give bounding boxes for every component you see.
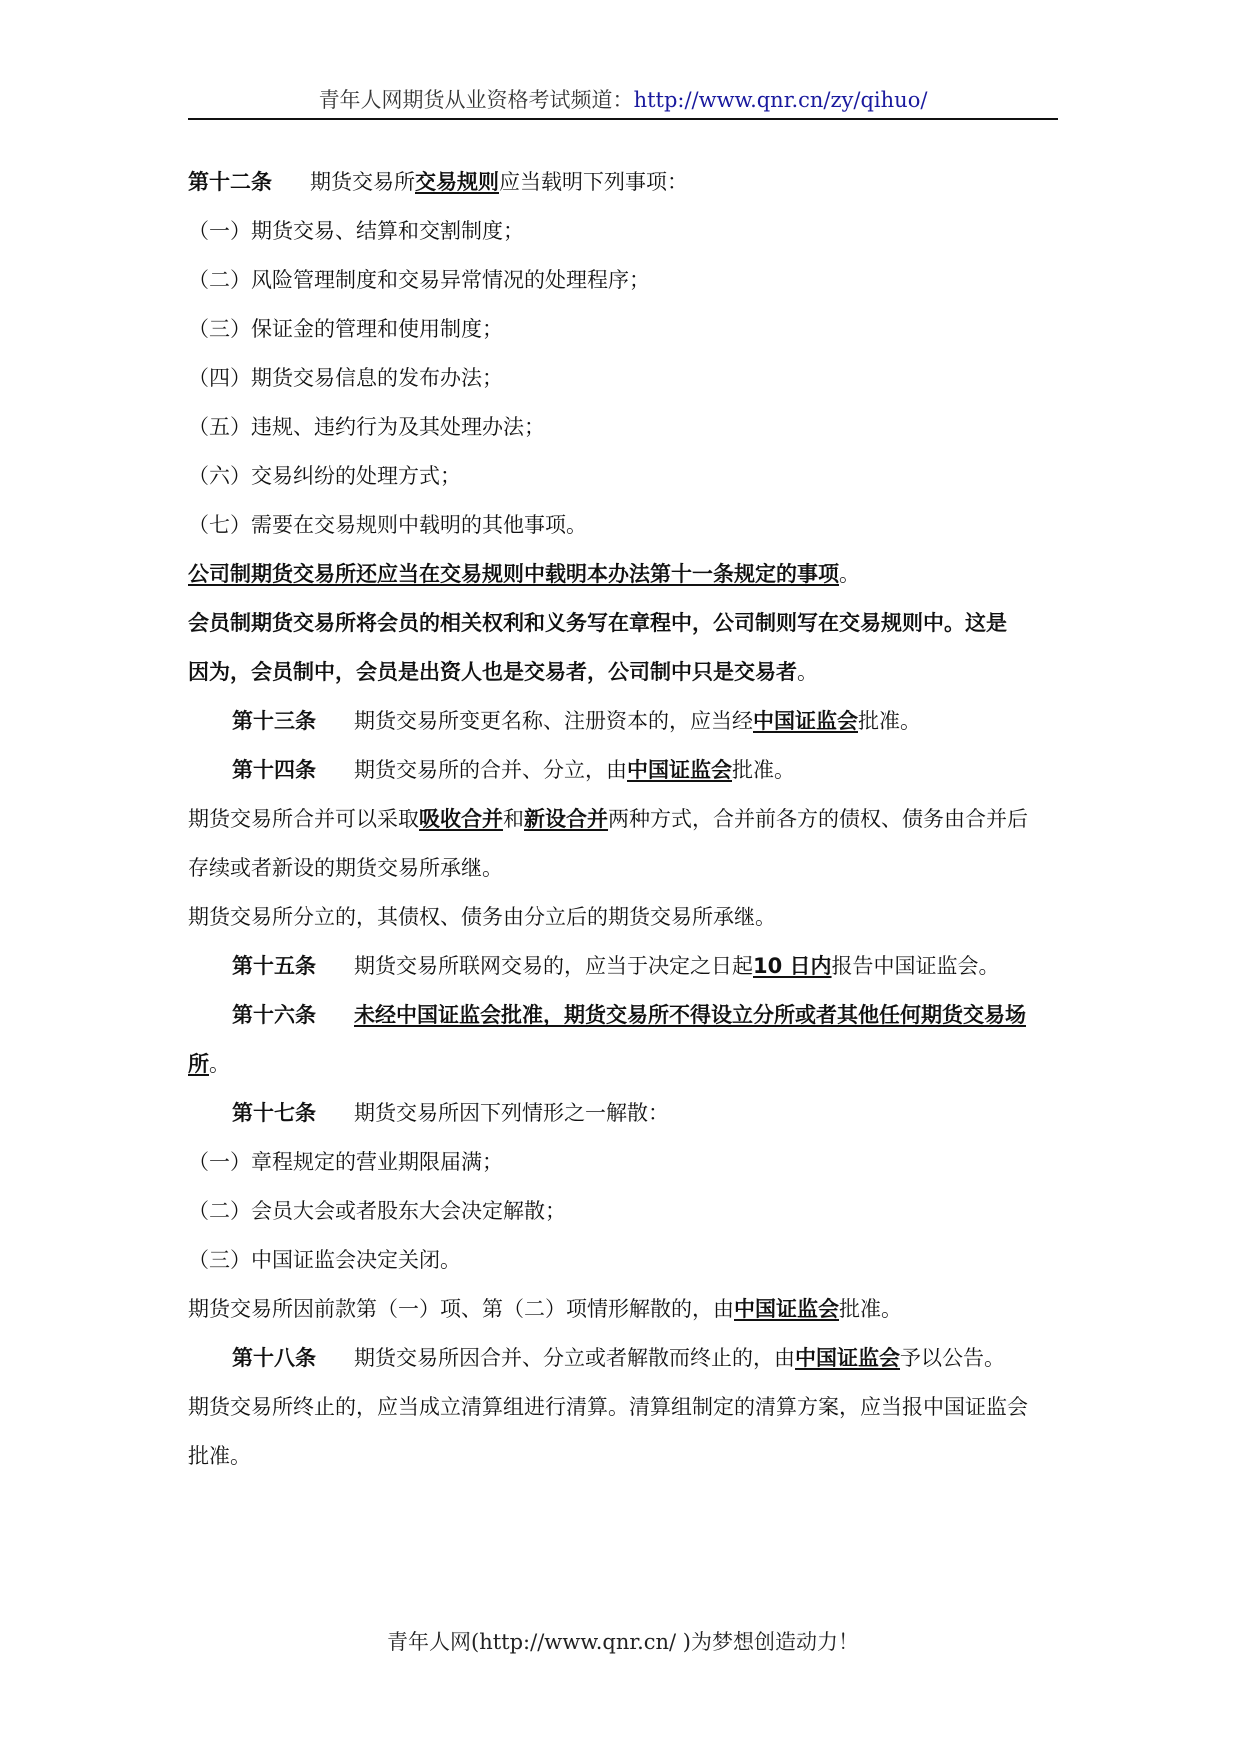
emphasized-text: 新设合并 [524,807,608,831]
emphasized-text: 10 日内 [753,954,832,978]
text-segment: 。 [839,562,860,586]
paragraph-line [188,648,1058,697]
paragraph-line [188,991,1058,1040]
text-segment: （五）违规、违约行为及其处理办法； [188,415,545,439]
paragraph-line [188,1383,1058,1432]
article-number: 第十八条 [232,1346,316,1370]
text-segment: 会员制期货交易所将会员的相关权利和义务写在章程中，公司制则写在交易规则中。这是 [188,611,1007,635]
emphasized-text: 中国证监会 [795,1346,900,1370]
paragraph-line [188,452,1058,501]
paragraph-line [188,746,1058,795]
page-footer [188,1628,1058,1656]
paragraph-line [188,1138,1058,1187]
paragraph-line [188,1285,1058,1334]
text-segment: （一）期货交易、结算和交割制度； [188,219,524,243]
text-segment: 期货交易所联网交易的，应当于决定之日起 [354,954,753,978]
emphasized-text: 吸收合并 [419,807,503,831]
text-segment: （七）需要在交易规则中载明的其他事项。 [188,513,587,537]
paragraph-line [188,942,1058,991]
document-body [188,158,1058,1481]
paragraph-line [188,1089,1058,1138]
text-segment: （四）期货交易信息的发布办法； [188,366,503,390]
text-segment: 批准。 [188,1444,251,1468]
text-segment: 期货交易所变更名称、注册资本的，应当经 [354,709,753,733]
text-segment: 应当载明下列事项： [499,170,688,194]
text-segment: 期货交易所的合并、分立，由 [354,758,627,782]
text-segment: 批准。 [839,1297,902,1321]
text-segment: 批准。 [732,758,795,782]
text-segment: 。 [797,660,818,684]
article-number: 第十二条 [188,170,272,194]
paragraph-line [188,844,1058,893]
emphasized-text: 中国证监会 [627,758,732,782]
article-number: 第十六条 [232,1003,316,1027]
text-segment: 。 [209,1052,230,1076]
page-header [188,86,1058,114]
text-segment: 期货交易所分立的，其债权、债务由分立后的期货交易所承继。 [188,905,776,929]
text-segment: 予以公告。 [900,1346,1005,1370]
text-segment: 期货交易所合并可以采取 [188,807,419,831]
paragraph-line [188,403,1058,452]
footer-text: 青年人网(http://www.qnr.cn/ )为梦想创造动力！ [387,1630,859,1654]
article-number: 第十五条 [232,954,316,978]
paragraph-line [188,1432,1058,1481]
paragraph-line [188,305,1058,354]
emphasized-text: 交易规则 [415,170,499,194]
text-segment: （二）会员大会或者股东大会决定解散； [188,1199,566,1223]
paragraph-line [188,354,1058,403]
paragraph-line [188,501,1058,550]
text-segment: 和 [503,807,524,831]
text-segment: 两种方式，合并前各方的债权、债务由合并后 [608,807,1028,831]
emphasized-text: 公司制期货交易所还应当在交易规则中载明本办法第十一条规定的事项 [188,562,839,586]
text-segment: （三）保证金的管理和使用制度； [188,317,503,341]
text-segment: 期货交易所因下列情形之一解散： [354,1101,669,1125]
header-divider [188,118,1058,120]
paragraph-line [188,697,1058,746]
emphasized-text: 中国证监会 [734,1297,839,1321]
text-segment: 期货交易所因合并、分立或者解散而终止的，由 [354,1346,795,1370]
emphasized-text: 所 [188,1052,209,1076]
text-segment: 因为，会员制中，会员是出资人也是交易者，公司制中只是交易者 [188,660,797,684]
paragraph-line [188,256,1058,305]
paragraph-line [188,893,1058,942]
paragraph-line [188,1187,1058,1236]
emphasized-text: 中国证监会 [753,709,858,733]
header-url-link[interactable]: http://www.qnr.cn/zy/qihuo/ [633,88,928,112]
paragraph-line [188,1236,1058,1285]
text-segment: 存续或者新设的期货交易所承继。 [188,856,503,880]
article-number: 第十四条 [232,758,316,782]
text-segment: （六）交易纠纷的处理方式； [188,464,461,488]
text-segment: 报告中国证监会。 [831,954,1000,978]
text-segment: 期货交易所因前款第（一）项、第（二）项情形解散的，由 [188,1297,734,1321]
paragraph-line [188,795,1058,844]
paragraph-line [188,1040,1058,1089]
text-segment: （二）风险管理制度和交易异常情况的处理程序； [188,268,650,292]
paragraph-line [188,1334,1058,1383]
paragraph-line [188,158,1058,207]
header-prefix: 青年人网期货从业资格考试频道： [318,88,634,112]
text-segment: （一）章程规定的营业期限届满； [188,1150,503,1174]
text-segment: 期货交易所终止的，应当成立清算组进行清算。清算组制定的清算方案，应当报中国证监会 [188,1395,1028,1419]
text-segment: 批准。 [858,709,921,733]
article-number: 第十三条 [232,709,316,733]
paragraph-line [188,207,1058,256]
paragraph-line [188,550,1058,599]
text-segment: （三）中国证监会决定关闭。 [188,1248,461,1272]
article-number: 第十七条 [232,1101,316,1125]
emphasized-text: 未经中国证监会批准，期货交易所不得设立分所或者其他任何期货交易场 [354,1003,1026,1027]
paragraph-line [188,599,1058,648]
text-segment: 期货交易所 [310,170,415,194]
